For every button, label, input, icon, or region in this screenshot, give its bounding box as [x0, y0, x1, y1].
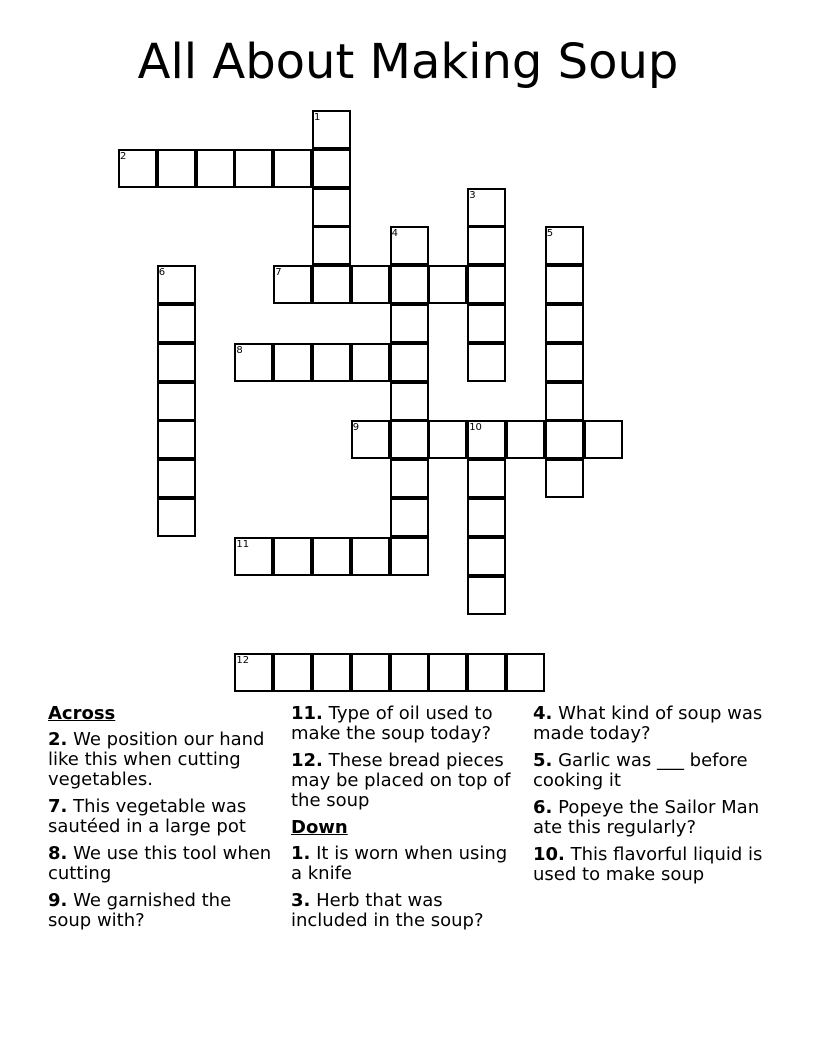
- grid-cell[interactable]: [390, 498, 429, 537]
- grid-cell[interactable]: [351, 537, 390, 576]
- grid-cell[interactable]: [351, 653, 390, 692]
- grid-cell[interactable]: [428, 653, 467, 692]
- page-title: All About Making Soup: [137, 34, 679, 90]
- grid-cell[interactable]: [273, 653, 312, 692]
- clue-down-3: 3. Herb that was included in the soup?: [291, 890, 484, 931]
- grid-cell[interactable]: [467, 653, 506, 692]
- clue-column-2: [291, 704, 521, 938]
- grid-cell[interactable]: [390, 304, 429, 343]
- grid-cell[interactable]: [312, 653, 351, 692]
- grid-cell[interactable]: [273, 149, 312, 188]
- grid-cell[interactable]: [390, 653, 429, 692]
- grid-cell[interactable]: [467, 459, 506, 498]
- grid-cell[interactable]: [467, 498, 506, 537]
- grid-cell[interactable]: [351, 343, 390, 382]
- grid-cell[interactable]: [351, 265, 390, 304]
- clue-down-6: 6. Popeye the Sailor Man ate this regularly?: [533, 797, 760, 838]
- clue-across-12: 12. These bread pieces may be placed on top of the soup: [291, 750, 511, 811]
- grid-cell[interactable]: [545, 304, 584, 343]
- grid-cell[interactable]: [312, 149, 351, 188]
- grid-cell[interactable]: [545, 343, 584, 382]
- grid-cell[interactable]: [157, 343, 196, 382]
- grid-cell[interactable]: [157, 382, 196, 421]
- grid-cell[interactable]: [312, 188, 351, 227]
- grid-cell[interactable]: [157, 459, 196, 498]
- grid-cell[interactable]: [467, 304, 506, 343]
- grid-cell[interactable]: [390, 265, 429, 304]
- grid-cell[interactable]: [467, 265, 506, 304]
- clue-number: 1: [314, 112, 321, 123]
- grid-cell[interactable]: [428, 265, 467, 304]
- clue-down-1: 1. It is worn when using a knife: [291, 843, 508, 884]
- grid-cell[interactable]: [390, 343, 429, 382]
- grid-cell[interactable]: [428, 420, 467, 459]
- clue-number: 2: [120, 150, 127, 162]
- clue-column-1: [48, 704, 278, 938]
- clue-down-10: 10. This flavorful liquid is used to make soup: [533, 844, 763, 885]
- clue-across-2: 2. We position our hand like this when cutting vegetables.: [48, 729, 265, 790]
- grid-cell[interactable]: [273, 343, 312, 382]
- clue-down-4: 4. What kind of soup was made today?: [533, 703, 763, 744]
- clue-down-5: 5. Garlic was ___ before cooking it: [533, 750, 748, 791]
- clue-number: 6: [158, 267, 166, 279]
- clue-across-9: 9. We garnished the soup with?: [48, 890, 232, 931]
- grid-cell[interactable]: [545, 382, 584, 421]
- grid-cell[interactable]: [545, 459, 584, 498]
- grid-cell[interactable]: [584, 420, 623, 459]
- grid-cell[interactable]: [312, 226, 351, 265]
- clue-number: 4: [391, 228, 398, 240]
- clue-across-7: 7. This vegetable was sautéed in a large pot: [48, 796, 247, 837]
- grid-cell[interactable]: [157, 149, 196, 188]
- clue-number: 11: [236, 538, 250, 550]
- grid-cell[interactable]: [273, 537, 312, 576]
- grid-cell[interactable]: [545, 420, 584, 459]
- grid-cell[interactable]: [312, 537, 351, 576]
- clue-across-11: 11. Type of oil used to make the soup today?: [291, 703, 493, 744]
- grid-cell[interactable]: [157, 420, 196, 459]
- grid-cell[interactable]: [467, 576, 506, 615]
- grid-cell[interactable]: [467, 343, 506, 382]
- clue-number: 8: [236, 344, 243, 356]
- grid-cell[interactable]: [390, 459, 429, 498]
- clue-number: 12: [236, 655, 250, 667]
- grid-cell[interactable]: [157, 304, 196, 343]
- grid-cell[interactable]: [390, 382, 429, 421]
- clue-number: 7: [275, 267, 282, 279]
- grid-cell[interactable]: [506, 653, 545, 692]
- clue-number: 9: [352, 422, 360, 434]
- across-heading: Across: [48, 703, 116, 724]
- grid-cell[interactable]: [312, 343, 351, 382]
- clue-number: 5: [546, 228, 554, 240]
- grid-cell[interactable]: [234, 149, 273, 188]
- down-heading: Down: [291, 817, 348, 838]
- clue-across-8: 8. We use this tool when cutting: [48, 843, 272, 884]
- grid-cell[interactable]: [390, 420, 429, 459]
- grid-cell[interactable]: [506, 420, 545, 459]
- clue-column-3: [533, 704, 763, 892]
- clue-number: 10: [469, 422, 482, 434]
- grid-cell[interactable]: [467, 537, 506, 576]
- grid-cell[interactable]: [157, 498, 196, 537]
- grid-cell[interactable]: [312, 265, 351, 304]
- clue-number: 3: [469, 189, 476, 201]
- grid-cell[interactable]: [390, 537, 429, 576]
- grid-cell[interactable]: [467, 226, 506, 265]
- grid-cell[interactable]: [196, 149, 235, 188]
- grid-cell[interactable]: [545, 265, 584, 304]
